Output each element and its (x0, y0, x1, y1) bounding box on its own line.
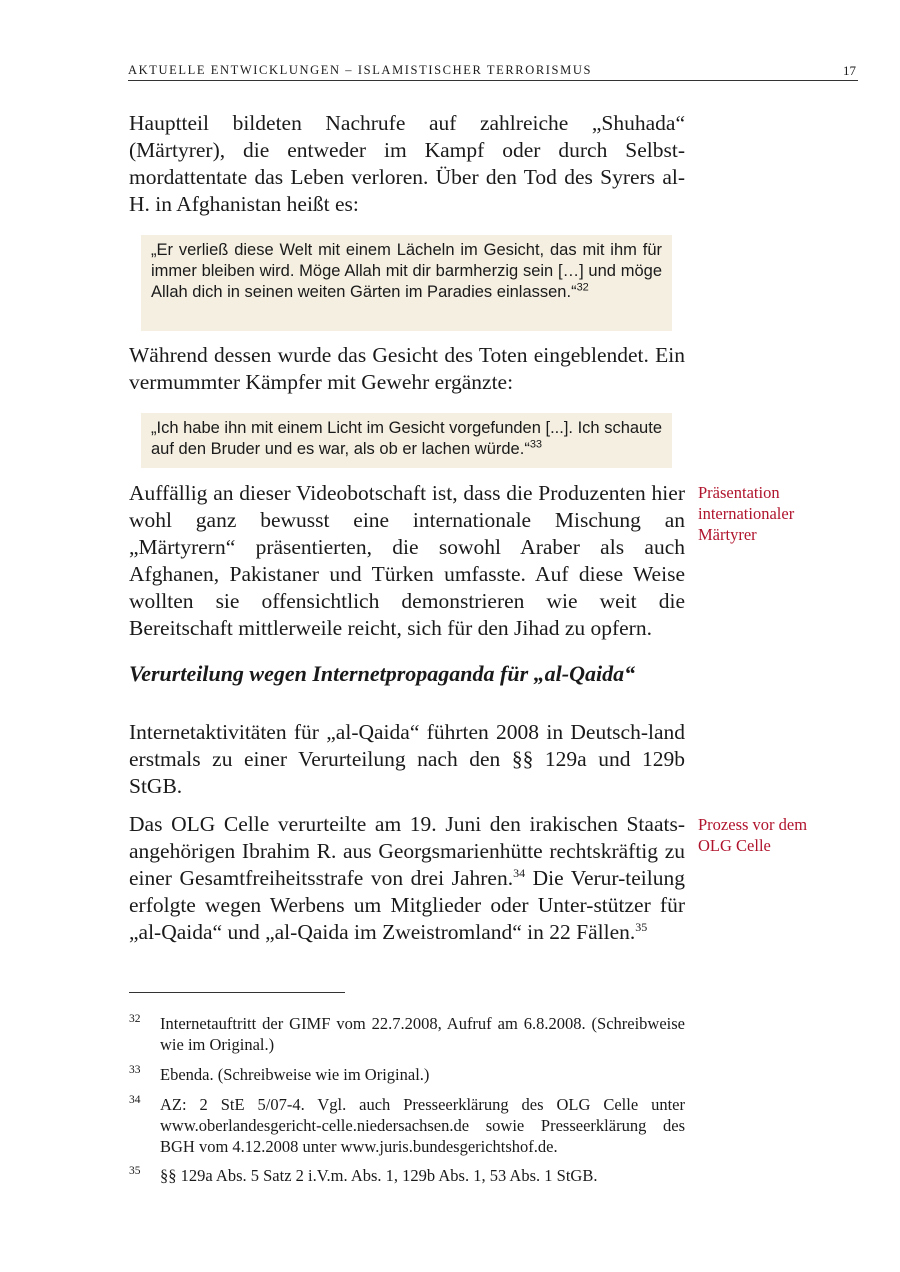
paragraph-intro: Hauptteil bildeten Nachrufe auf zahlreiche „Shuhada“ (Märtyrer), die entweder im Kampf oder durch Selbst-mordattentate das Leben verloren. Über den Tod des Syrers al-H. in Afghanistan heißt es: (129, 111, 685, 216)
paragraph-transition: Während dessen wurde das Gesicht des Toten eingeblendet. Ein vermummter Kämpfer mit Gewehr ergänzte: (129, 343, 685, 394)
footnote-separator (129, 992, 345, 993)
quote-1-text: „Er verließ diese Welt mit einem Lächeln im Gesicht, das mit ihm für immer bleiben wird. Möge Allah mit dir barmherzig sein […] und möge Allah dich in seinen weiten Gärten im Paradies einlassen.“ (151, 241, 662, 301)
footnote-number: 35 (129, 1165, 141, 1177)
footnote-ref-33[interactable]: 33 (529, 438, 543, 451)
margin-note-martyrs: Präsentation internationaler Märtyrer (698, 483, 795, 544)
footnote-35 (129, 1165, 685, 1186)
running-header (128, 62, 858, 81)
header-title: AKTUELLE ENTWICKLUNGEN – ISLAMISTISCHER TERRORISMUS (128, 63, 592, 77)
footnote-33 (129, 1064, 685, 1085)
footnote-text: Internetauftritt der GIMF vom 22.7.2008, Aufruf am 6.8.2008. (Schreibweise wie im Original.) (160, 1014, 685, 1054)
margin-note-olg-celle: Prozess vor dem OLG Celle (698, 815, 808, 855)
quote-block-2 (141, 413, 672, 468)
paragraph-analysis: Auffällig an dieser Videobotschaft ist, dass die Produzenten hier wohl ganz bewusst eine internationale Mischung an „Märtyrern“ präsentierten, die sowohl Araber als auch Afghanen, Pakistaner und Türken umfasste. Auf diese Weise wollten sie offensichtlich demonstrieren wie weit die Bereitschaft mittlerweile reicht, sich für den Jihad zu opfern. (129, 481, 685, 640)
quote-2-text: „Ich habe ihn mit einem Licht im Gesicht vorgefunden [...]. Ich schaute auf den Bruder und es war, als ob er lachen würde.“ (151, 419, 662, 458)
footnote-number: 33 (129, 1064, 141, 1076)
paragraph-olg-celle-part2: Die Verur-teilung erfolgte wegen Werbens um Mitglieder oder Unter-stützer für „al-Qaida“ und „al-Qaida im Zweistromland“ in 22 Fällen. (129, 866, 685, 944)
footnote-number: 32 (129, 1013, 141, 1025)
section-heading: Verurteilung wegen Internetpropaganda für „al-Qaida“ (129, 661, 636, 686)
footnote-text: Ebenda. (Schreibweise wie im Original.) (160, 1065, 430, 1084)
page-number: 17 (843, 63, 856, 78)
footnote-text: AZ: 2 StE 5/07-4. Vgl. auch Presseerklärung des OLG Celle unter www.oberlandesgericht-celle.niedersachsen.de sowie Presseerklärung des BGH vom 4.12.2008 unter www.juris.bundesgerichtshof.de. (160, 1095, 685, 1156)
paragraph-olg-celle (129, 811, 685, 946)
footnote-ref-32[interactable]: 32 (576, 281, 589, 294)
footnote-ref-35[interactable]: 35 (635, 919, 648, 934)
footnote-text: §§ 129a Abs. 5 Satz 2 i.V.m. Abs. 1, 129b Abs. 1, 53 Abs. 1 StGB. (160, 1166, 598, 1185)
footnote-32 (129, 1013, 685, 1055)
footnote-ref-34[interactable]: 34 (513, 865, 526, 880)
footnote-number: 34 (129, 1094, 141, 1106)
footnote-34 (129, 1094, 685, 1157)
paragraph-conviction: Internetaktivitäten für „al-Qaida“ führten 2008 in Deutsch-land erstmals zu einer Verurteilung nach den §§ 129a und 129b StGB. (129, 720, 685, 798)
paragraph-olg-celle-part1: Das OLG Celle verurteilte am 19. Juni den irakischen Staats-angehörigen Ibrahim R. aus Georgsmarienhütte rechtskräftig zu einer Gesamtfreiheitsstrafe von drei Jahren. (129, 812, 685, 890)
quote-block-1 (141, 235, 672, 331)
